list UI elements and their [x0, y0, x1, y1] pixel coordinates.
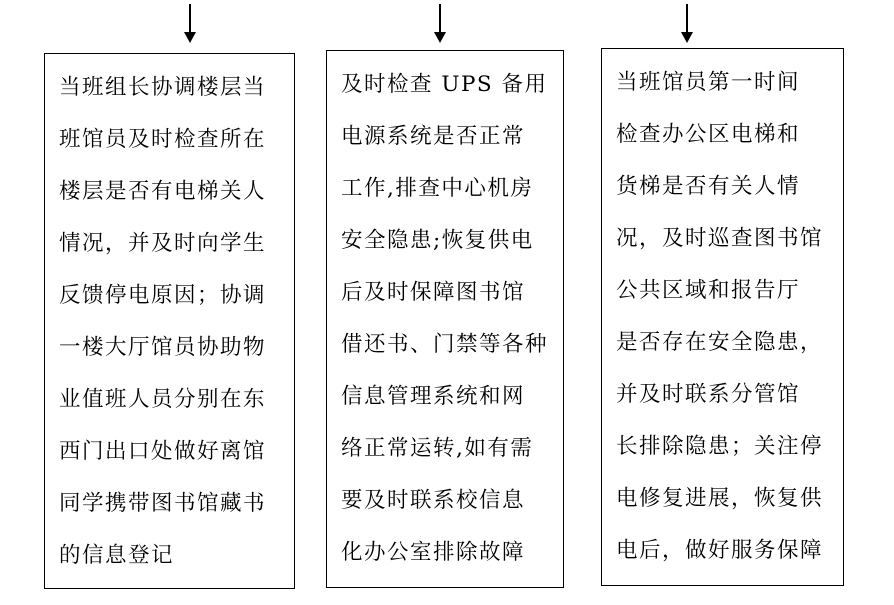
procedure-box-office-elevators — [601, 48, 844, 586]
box-text-line: 同学携带图书馆藏书 — [59, 491, 267, 516]
box-text-line: 电源系统是否正常 — [341, 124, 526, 149]
box-text-line: 的信息登记 — [59, 543, 175, 568]
box-text-line: 工作,排查中心机房 — [341, 176, 534, 201]
box-text-line: 并及时联系分管馆 — [616, 382, 801, 407]
box-text-line: 西门出口处做好离馆 — [59, 439, 267, 464]
box-text-line: 楼层是否有电梯关人 — [59, 179, 267, 204]
box-text-line: 电修复进展，恢复供 — [616, 486, 824, 511]
box-text-line: 后及时保障图书馆 — [341, 280, 526, 305]
box-text-line: 况，及时巡查图书馆 — [616, 226, 824, 251]
box-text-line: 货梯是否有关人情 — [616, 174, 801, 199]
box-text-line: 电后，做好服务保障 — [616, 538, 824, 563]
box-text-line: 公共区域和报告厅 — [616, 278, 801, 303]
box-text-line: 业值班人员分别在东 — [59, 387, 267, 412]
procedure-box-floor-staff — [44, 53, 295, 589]
procedure-box-it-systems — [326, 50, 564, 588]
down-arrow-3 — [680, 0, 694, 44]
box-text-line: 是否存在安全隐患， — [616, 330, 824, 355]
down-arrow-1 — [183, 0, 197, 44]
box-text-line: 情况，并及时向学生 — [59, 231, 267, 256]
box-text-line: 安全隐患;恢复供电 — [341, 228, 534, 253]
box-text-line: 络正常运转,如有需 — [341, 436, 534, 461]
box-text-line: 要及时联系校信息 — [341, 488, 526, 513]
box-text-line: 一楼大厅馆员协助物 — [59, 335, 267, 360]
box-text-line: 检查办公区电梯和 — [616, 122, 801, 147]
box-text-line: 当班组长协调楼层当 — [59, 75, 267, 100]
box-text-line: 当班馆员第一时间 — [616, 70, 801, 95]
down-arrow-2 — [433, 0, 447, 44]
box-text-line: 及时检查 UPS 备用 — [341, 72, 548, 97]
box-text-line: 化办公室排除故障 — [341, 540, 526, 565]
box-text-line: 班馆员及时检查所在 — [59, 127, 267, 152]
box-text-line: 信息管理系统和网 — [341, 384, 526, 409]
box-text-line: 借还书、门禁等各种 — [341, 332, 549, 357]
box-text-line: 反馈停电原因；协调 — [59, 283, 267, 308]
box-text-line: 长排除隐患；关注停 — [616, 434, 824, 459]
